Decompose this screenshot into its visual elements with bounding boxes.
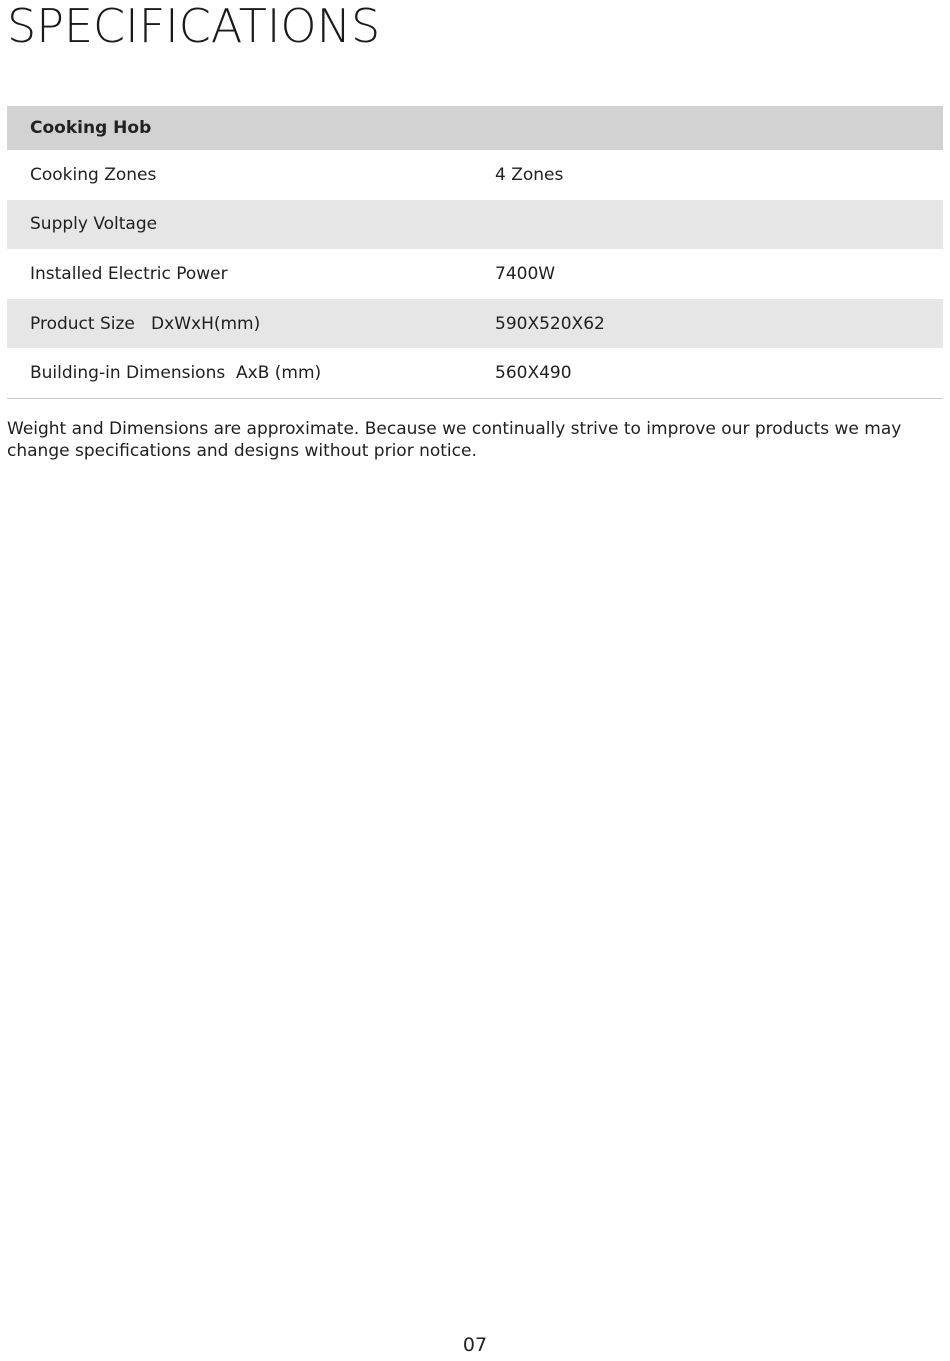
page-number: 07	[462, 1334, 488, 1356]
row-label: Product Size DxWxH(mm)	[30, 313, 261, 334]
row-label: Building-in Dimensions AxB (mm)	[30, 363, 322, 384]
row-label: Cooking Zones	[30, 164, 157, 185]
row-value: 7400W	[495, 263, 556, 284]
row-value: 590X520X62	[495, 313, 605, 334]
table-row	[7, 249, 943, 299]
row-value: 4 Zones	[495, 164, 564, 185]
table-header: Cooking Hob	[7, 106, 943, 150]
disclaimer-text: Weight and Dimensions are approximate. Because we continually strive to improve our products we may change specifications and designs without prior notice.	[7, 419, 902, 461]
table-row	[7, 150, 943, 200]
table-row	[7, 299, 943, 349]
table-row	[7, 348, 943, 398]
specifications-table	[7, 106, 943, 399]
row-value: 560X490	[495, 363, 572, 384]
row-label: Supply Voltage	[30, 214, 158, 235]
page-title: SPECIFICATIONS	[7, 0, 381, 53]
table-row	[7, 200, 943, 250]
row-label: Installed Electric Power	[30, 263, 228, 284]
